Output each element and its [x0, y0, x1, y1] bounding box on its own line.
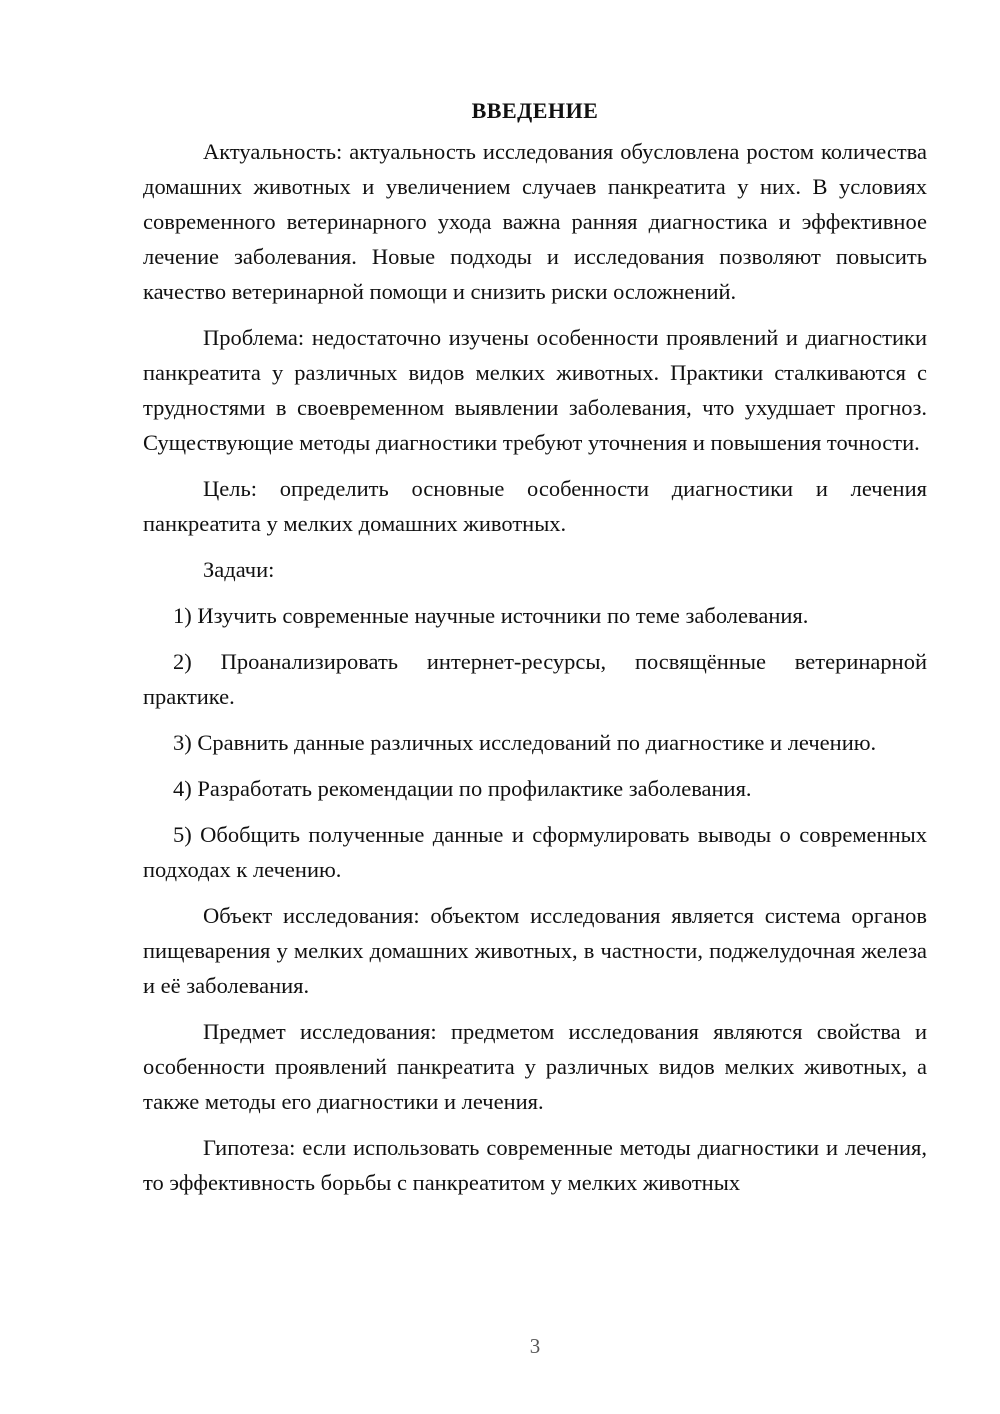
- task-item-4: 4) Разработать рекомендации по профилактике заболевания.: [173, 776, 752, 801]
- task-item-5: 5) Обобщить полученные данные и сформулировать выводы о современных подходах к лечению.: [143, 822, 927, 882]
- subject-paragraph: Предмет исследования: предметом исследования являются свойства и особенности проявлений панкреатита у различных видов мелких животных, а также методы его диагностики и лечения.: [143, 1019, 927, 1114]
- page-body: [143, 96, 927, 1211]
- task-item-3: 3) Сравнить данные различных исследований по диагностике и лечению.: [173, 730, 877, 755]
- task-item-1: 1) Изучить современные научные источники по теме заболевания.: [173, 603, 809, 628]
- page-number: 3: [529, 1334, 541, 1358]
- hypothesis-paragraph: Гипотеза: если использовать современные методы диагностики и лечения, то эффективность борьбы с панкреатитом у мелких животных: [143, 1135, 927, 1195]
- object-paragraph: Объект исследования: объектом исследования является система органов пищеварения у мелких домашних животных, в частности, поджелудочная железа и её заболевания.: [143, 903, 927, 998]
- problem-paragraph: Проблема: недостаточно изучены особенности проявлений и диагностики панкреатита у различных видов мелких животных. Практики сталкиваются с трудностями в своевременном выявлении заболевания, что ухудшает прогноз. Существующие методы диагностики требуют уточнения и повышения точности.: [143, 325, 927, 455]
- section-heading: ВВЕДЕНИЕ: [471, 98, 599, 123]
- goal-paragraph: Цель: определить основные особенности диагностики и лечения панкреатита у мелких домашних животных.: [143, 476, 927, 536]
- relevance-paragraph: Актуальность: актуальность исследования обусловлена ростом количества домашних животных и увеличением случаев панкреатита у них. В условиях современного ветеринарного ухода важна ранняя диагностика и эффективное лечение заболевания. Новые подходы и исследования позволяют повысить качество ветеринарной помощи и снизить риски осложнений.: [143, 139, 927, 304]
- task-item-2: 2) Проанализировать интернет-ресурсы, посвящённые ветеринарной практике.: [143, 649, 927, 709]
- tasks-label: Задачи:: [203, 557, 275, 582]
